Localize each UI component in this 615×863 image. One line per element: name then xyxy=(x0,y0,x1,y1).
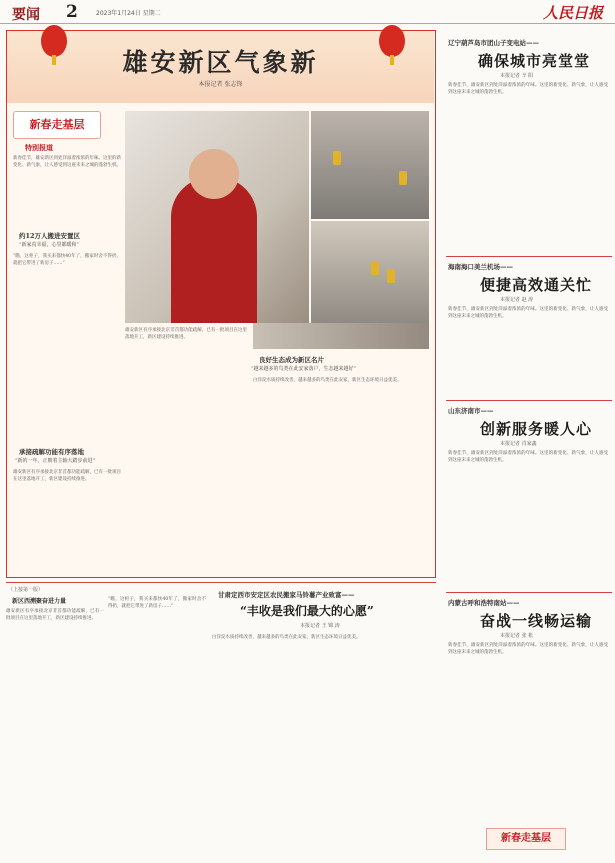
right-byline-4: 本报记者 张 枨 xyxy=(500,633,534,639)
feature-article[interactable] xyxy=(6,30,436,578)
right-byline-2: 本报记者 赵 涛 xyxy=(500,297,534,303)
right-body-3: 新春佳节，雄安新区到处洋溢着浓浓的年味。这里的新变化、新气象，让人感受到这座未来之城的蓬勃生机。 xyxy=(448,451,608,464)
right-kicker-1: 辽宁葫芦岛市团山子变电站—— xyxy=(448,39,539,47)
subhead-1: 约12万人搬进安置区 xyxy=(19,232,81,240)
body-text-3: 雄安新区有序承接北京非首都功能疏解，已有一批项目在这里落地开工，新区建设持续推进。 xyxy=(125,328,247,341)
right-body-4: 新春佳节，雄安新区到处洋溢着浓浓的年味。这里的新变化、新气象，让人感受到这座未来之城的蓬勃生机。 xyxy=(448,643,608,656)
bottom-col2-body: “瞧，这柜子，我买来都快40年了，搬家时舍不得扔，就把它带进了新房子……” xyxy=(108,597,206,610)
right-headline-3[interactable]: 创新服务暖人心 xyxy=(480,420,593,438)
right-headline-1[interactable]: 确保城市亮堂堂 xyxy=(478,52,591,70)
subhead-3: 良好生态成为新区名片 xyxy=(259,356,324,364)
section-badge-sub: 特别报道 xyxy=(25,143,53,152)
bottom-col1-title[interactable]: 新区西溯聚奋进力量 xyxy=(12,598,67,605)
continued-kicker: （上接第一版） xyxy=(8,587,44,593)
feature-byline: 本报记者 张志锋 xyxy=(198,81,243,88)
right-headline-4[interactable]: 奋战一线畅运输 xyxy=(480,612,593,630)
right-byline-1: 本报记者 辛 阳 xyxy=(500,73,534,79)
right-kicker-2: 海南海口美兰机场—— xyxy=(448,263,513,271)
right-kicker-3: 山东济南市—— xyxy=(448,407,494,415)
newspaper-logo: 人民日报 xyxy=(542,4,603,22)
section-name: 要闻 xyxy=(12,7,40,23)
bottom-mid-body: 白洋淀水质持续改善，越来越多的鸟类在此安家，新区生态环境日益优美。 xyxy=(212,635,361,640)
right-kicker-4: 内蒙古呼和浩特南站—— xyxy=(448,599,520,607)
bottom-mid-kicker: 甘肃定西市安定区农民搬家马铃薯产业致富—— xyxy=(218,591,355,599)
bottom-mid-byline: 本报记者 王 锦 涛 xyxy=(300,623,340,629)
feature-banner xyxy=(7,31,434,103)
subhead-3-quote: “越来越多的鸟类在此安家落户，生态越来越好” xyxy=(251,366,357,372)
intro-text: 新春佳节，雄安新区到处洋溢着浓浓的年味。这里的新变化、新气象，让人感受到这座未来之城的蓬勃生机。 xyxy=(13,156,121,169)
page-header xyxy=(0,0,615,24)
photo-workers xyxy=(311,221,429,323)
right-body-2: 新春佳节，雄安新区到处洋溢着浓浓的年味。这里的新变化、新气象，让人感受到这座未来之城的蓬勃生机。 xyxy=(448,307,608,320)
section-badge: 新春走基层 xyxy=(13,111,101,139)
right-byline-3: 本报记者 肖家鑫 xyxy=(500,441,537,447)
feature-title: 雄安新区气象新 xyxy=(122,48,319,77)
subhead-2: 承接疏解功能有序落地 xyxy=(19,448,84,456)
photo-caption-strip xyxy=(253,323,429,349)
body-text-1: “瞧，这柜子，我买来都快40年了，搬家时舍不得扔，就把它带进了新房子……” xyxy=(13,254,121,267)
body-text-2: 雄安新区有序承接北京非首都功能疏解，已有一批项目在这里落地开工，新区建设持续推进。 xyxy=(13,470,121,483)
right-headline-2[interactable]: 便捷高效通关忙 xyxy=(480,276,593,294)
page-date: 2023年1月24日 星期二 xyxy=(96,10,161,17)
right-body-1: 新春佳节，雄安新区到处洋溢着浓浓的年味。这里的新变化、新气象，让人感受到这座未来之城的蓬勃生机。 xyxy=(448,83,608,96)
photo-construction xyxy=(311,111,429,219)
corner-badge: 新春走基层 xyxy=(486,828,566,850)
body-text-4: 白洋淀水质持续改善，越来越多的鸟类在此安家，新区生态环境日益优美。 xyxy=(253,378,402,383)
bottom-col1-body: 雄安新区有序承接北京非首都功能疏解，已有一批项目在这里落地开工，新区建设持续推进。 xyxy=(6,609,104,622)
subhead-2-quote: “新的一年，正朝着主轴大踏步前进” xyxy=(15,458,96,464)
page-number: 2 xyxy=(66,2,78,22)
bottom-mid-headline[interactable]: “丰收是我们最大的心愿” xyxy=(240,604,374,618)
photo-resident xyxy=(125,111,309,323)
subhead-1-quote: “新家真幸福，心里都暖和” xyxy=(19,242,80,248)
